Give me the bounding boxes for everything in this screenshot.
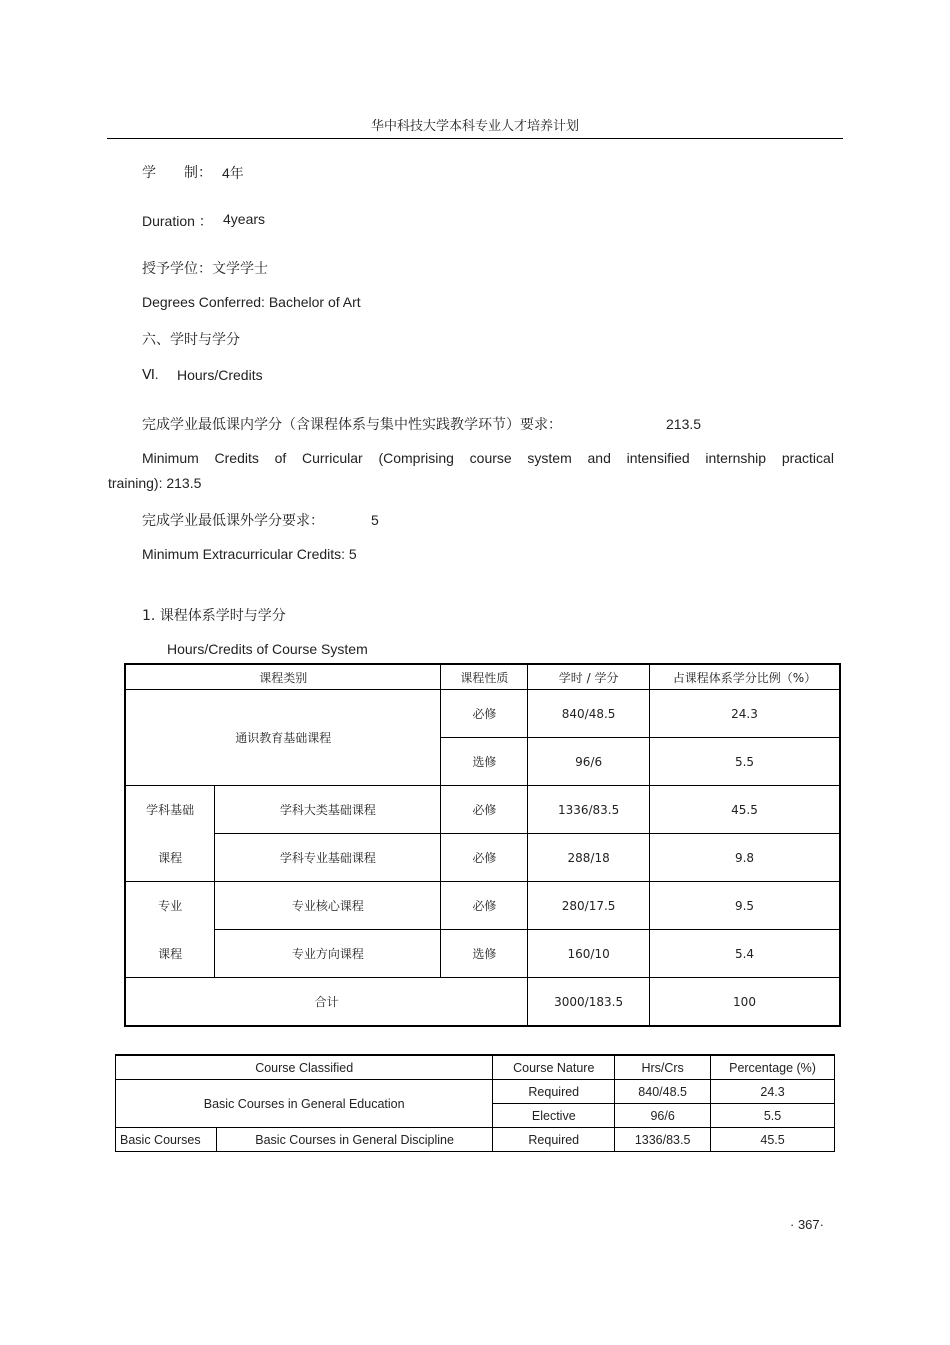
table-cell-nature: Required (493, 1128, 615, 1152)
subsection1-en-heading: Hours/Credits of Course System (167, 641, 368, 657)
cn-header-hours: 学时 / 学分 (528, 664, 650, 690)
table-cell-nature: Required (493, 1080, 615, 1104)
word: (Comprising (378, 450, 454, 466)
word: practical (781, 450, 834, 466)
header-divider (107, 138, 843, 139)
table-cell-pct: 24.3 (711, 1080, 835, 1104)
cn-major-group-line1: 专业 (125, 882, 215, 930)
table-cell-nature: 选修 (441, 930, 528, 978)
min-credits-en-line2: training): 213.5 (108, 475, 202, 491)
min-credits-cn-value: 213.5 (666, 416, 702, 432)
table-cell-hours: 840/48.5 (615, 1080, 711, 1104)
word: Minimum (142, 450, 199, 466)
table-cell-nature: Elective (493, 1104, 615, 1128)
table-cell-name: 专业方向课程 (215, 930, 441, 978)
cn-credits-table (124, 663, 841, 1027)
table-cell-hours: 1336/83.5 (615, 1128, 711, 1152)
table-cell-hours: 288/18 (528, 834, 650, 882)
word: and (587, 450, 611, 466)
section6-en-number: Ⅵ. (142, 368, 159, 383)
duration-cn-value: 4年 (222, 165, 244, 181)
table-cell-pct: 9.8 (650, 834, 840, 882)
section6-cn-heading: 六、学时与学分 (142, 332, 240, 348)
word: internship (705, 450, 767, 466)
table-cell-hours: 96/6 (615, 1104, 711, 1128)
table-cell-name: 专业核心课程 (215, 882, 441, 930)
table-cell-pct: 5.5 (650, 738, 840, 786)
table-cell-pct: 5.4 (650, 930, 840, 978)
subsection1-cn-heading: 1. 课程体系学时与学分 (142, 608, 286, 624)
cn-total-pct: 100 (650, 978, 840, 1027)
duration-en-label: Duration ： (142, 213, 213, 229)
extra-credits-en: Minimum Extracurricular Credits: 5 (142, 546, 357, 562)
cn-general-group: 通识教育基础课程 (125, 690, 441, 786)
table-cell-pct: 9.5 (650, 882, 840, 930)
en-header-category: Course Classified (116, 1055, 493, 1080)
page-header-title: 华中科技大学本科专业人才培养计划 (370, 119, 579, 134)
word: Curricular (302, 450, 363, 466)
en-credits-table (115, 1054, 835, 1152)
en-header-percentage: Percentage (%) (711, 1055, 835, 1080)
word: system (527, 450, 572, 466)
table-cell-hours: 280/17.5 (528, 882, 650, 930)
degree-en: Degrees Conferred: Bachelor of Art (142, 294, 361, 310)
word: of (274, 450, 287, 466)
min-credits-en-line1 (142, 450, 834, 466)
table-cell-nature: 必修 (441, 834, 528, 882)
cn-major-group-line2: 课程 (125, 930, 215, 978)
word: intensified (626, 450, 690, 466)
extra-credits-cn-value: 5 (371, 512, 379, 528)
table-cell-hours: 1336/83.5 (528, 786, 650, 834)
cn-total-label: 合计 (125, 978, 528, 1027)
table-cell-name: 学科大类基础课程 (215, 786, 441, 834)
cn-header-category: 课程类别 (125, 664, 441, 690)
cn-total-hours: 3000/183.5 (528, 978, 650, 1027)
table-cell-hours: 160/10 (528, 930, 650, 978)
min-credits-cn: 完成学业最低课内学分（含课程体系与集中性实践教学环节）要求： (142, 417, 562, 433)
en-header-hours: Hrs/Crs (615, 1055, 711, 1080)
page-number: · 367· (790, 1217, 824, 1232)
table-cell-hours: 96/6 (528, 738, 650, 786)
table-cell-nature: 必修 (441, 786, 528, 834)
degree-cn: 授予学位：文学学士 (142, 261, 268, 277)
table-cell-hours: 840/48.5 (528, 690, 650, 738)
table-cell-name: Basic Courses in General Discipline (216, 1128, 492, 1152)
extra-credits-cn: 完成学业最低课外学分要求： (142, 513, 324, 529)
word: course (469, 450, 512, 466)
word: Credits (214, 450, 259, 466)
cn-discipline-group-line2: 课程 (125, 834, 215, 882)
table-cell-pct: 24.3 (650, 690, 840, 738)
table-cell-pct: 45.5 (650, 786, 840, 834)
table-cell-name: 学科专业基础课程 (215, 834, 441, 882)
cn-discipline-group-line1: 学科基础 (125, 786, 215, 834)
table-cell-nature: 选修 (441, 738, 528, 786)
table-cell-nature: 必修 (441, 690, 528, 738)
cn-header-percentage: 占课程体系学分比例（%） (650, 664, 840, 690)
en-header-nature: Course Nature (493, 1055, 615, 1080)
cn-header-nature: 课程性质 (441, 664, 528, 690)
duration-cn-label: 学 制： (142, 165, 212, 181)
table-cell-nature: 必修 (441, 882, 528, 930)
table-cell-pct: 5.5 (711, 1104, 835, 1128)
section6-en-heading: Hours/Credits (177, 367, 263, 383)
en-basic-group: Basic Courses (116, 1128, 217, 1152)
duration-en-value: 4years (223, 211, 266, 227)
en-general-group: Basic Courses in General Education (116, 1080, 493, 1128)
table-cell-pct: 45.5 (711, 1128, 835, 1152)
